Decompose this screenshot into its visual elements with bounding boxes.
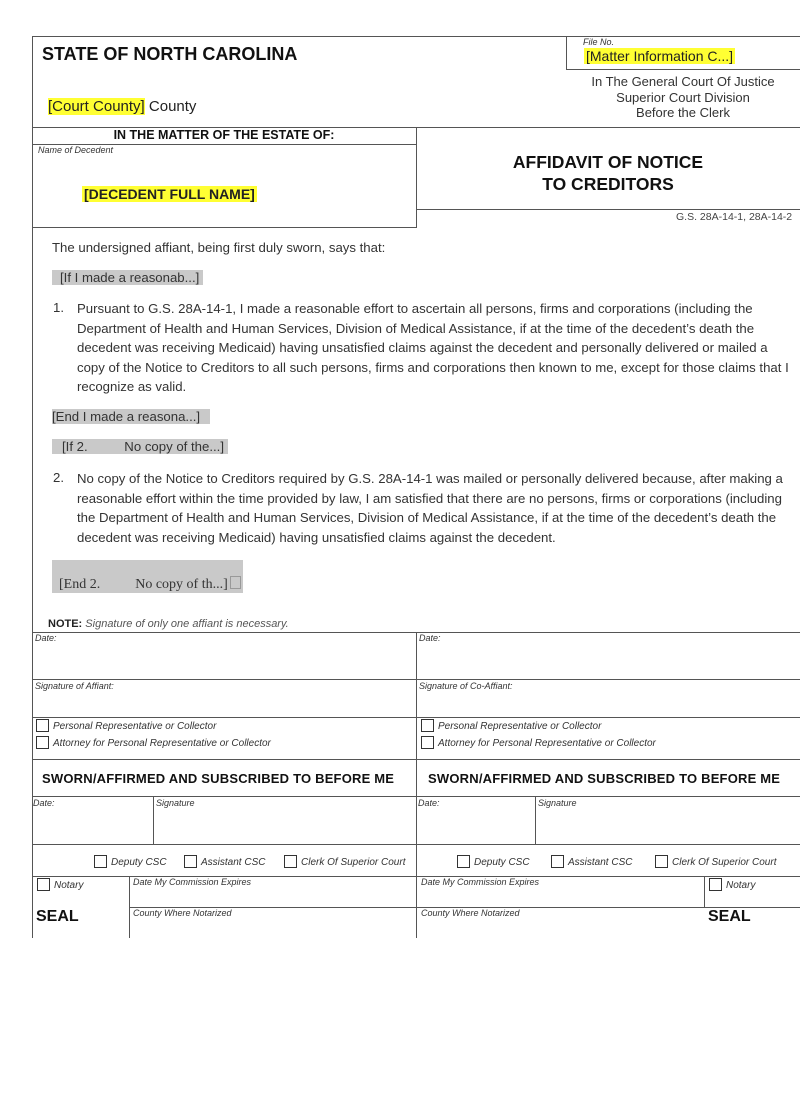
left-assistant-csc[interactable] (184, 856, 265, 869)
affiant-personal-rep-label: Personal Representative or Collector (53, 721, 217, 733)
left-clerk-checkbox[interactable] (284, 855, 297, 868)
right-commission-label: Date My Commission Expires (421, 877, 540, 887)
note-text: Signature of only one affiant is necessary. (85, 618, 289, 630)
left-assistant-csc-checkbox[interactable] (184, 855, 197, 868)
right-deputy-csc[interactable] (457, 856, 530, 869)
decedent-name-label: Name of Decedent (38, 145, 114, 155)
sworn-heading-left: SWORN/AFFIRMED AND SUBSCRIBED TO BEFORE ME (42, 771, 395, 786)
left-deputy-csc[interactable] (94, 856, 167, 869)
county-suffix: County (148, 98, 197, 115)
coaffiant-attorney-checkbox[interactable] (421, 736, 434, 749)
sworn-date-label-left: Date: (33, 798, 55, 808)
court-line-3: Before the Clerk (636, 105, 730, 120)
left-assistant-csc-label: Assistant CSC (201, 857, 266, 869)
statute-ref: G.S. 28A-14-1, 28A-14-2 (676, 211, 793, 223)
affiant-attorney-checkbox[interactable] (36, 736, 49, 749)
condition-1-start[interactable]: [If I made a reasonab...] (52, 270, 203, 285)
left-notary-checkbox[interactable] (37, 878, 50, 891)
left-county-label: County Where Notarized (133, 908, 232, 918)
right-notary[interactable] (709, 879, 755, 892)
condition-1-end[interactable]: [End I made a reasona...] (52, 409, 210, 424)
affiant-option-attorney[interactable] (36, 737, 271, 750)
coaffiant-personal-rep-label: Personal Representative or Collector (438, 721, 602, 733)
note-label: NOTE: (48, 618, 83, 630)
right-notary-checkbox[interactable] (709, 878, 722, 891)
court-info (566, 74, 800, 121)
condition-2-start[interactable]: [If 2. No copy of the...] (52, 439, 228, 454)
item-1-text: Pursuant to G.S. 28A-14-1, I made a reasonable effort to ascertain all persons, firms and corporations (including the Department of Health and Human Services, Division of Medical Assistance, if at the time of the decedent’s death the decedent was receiving Medicaid) having unsatisfied claims against the decedent and personally delivered or mailed a copy of the Notice to Creditors to all such persons, firms and corporations then known to me, except for those claims that I recognize as valid. (77, 301, 789, 395)
affiant-signature-label: Signature of Affiant: (35, 681, 114, 691)
left-clerk[interactable] (284, 856, 405, 869)
coaffiant-date-field[interactable] (417, 645, 799, 678)
affiant-option-personal-rep[interactable] (36, 720, 216, 733)
right-clerk[interactable] (655, 856, 776, 869)
right-clerk-label: Clerk Of Superior Court (672, 857, 777, 869)
right-clerk-checkbox[interactable] (655, 855, 668, 868)
sworn-heading-right: SWORN/AFFIRMED AND SUBSCRIBED TO BEFORE ME (428, 771, 781, 786)
file-no-field[interactable]: [Matter Information C...] (586, 48, 734, 64)
affiant-attorney-label: Attorney for Personal Representative or Collector (53, 738, 271, 750)
note (48, 618, 289, 630)
left-deputy-csc-checkbox[interactable] (94, 855, 107, 868)
left-notary-label: Notary (54, 880, 84, 892)
county-line (48, 98, 196, 115)
sworn-signature-label-left: Signature (156, 798, 195, 808)
affiant-date-label: Date: (35, 633, 57, 643)
right-notary-label: Notary (726, 880, 756, 892)
court-line-2: Superior Court Division (616, 89, 750, 105)
decedent-name-field[interactable]: [DECEDENT FULL NAME] (84, 186, 255, 202)
sworn-date-label-right: Date: (418, 798, 440, 808)
affiant-date-field[interactable] (33, 645, 415, 678)
coaffiant-option-personal-rep[interactable] (421, 720, 601, 733)
file-no-label: File No. (583, 37, 615, 47)
state-title: STATE OF NORTH CAROLINA (42, 44, 298, 64)
left-deputy-csc-label: Deputy CSC (111, 857, 167, 869)
condition-2-end[interactable] (52, 560, 243, 593)
left-notary[interactable] (37, 879, 83, 892)
coaffiant-personal-rep-checkbox[interactable] (421, 719, 434, 732)
condition-2-end-text: [End 2. No copy of th...] (59, 577, 228, 592)
right-assistant-csc-label: Assistant CSC (568, 857, 633, 869)
item-2-text: No copy of the Notice to Creditors required by G.S. 28A-14-1 was mailed or personally delivered because, after making a reasonable effort within the time provided by law, I am satisfied that there are no persons, firms or corporations (including the Department of Health and Human Services, Division of Medical Assistance, if at the time of the decedent’s death the decedent was receiving Medicaid) having unsatisfied claims against the decedent. (77, 471, 783, 545)
coaffiant-signature-field[interactable] (417, 693, 799, 716)
seal-left: SEAL (36, 908, 79, 925)
item-2-number: 2. (53, 470, 64, 485)
form-title-line-2: TO CREDITORS (542, 174, 674, 194)
intro-text: The undersigned affiant, being first duly sworn, says that: (52, 240, 386, 255)
affiant-personal-rep-checkbox[interactable] (36, 719, 49, 732)
right-county-label: County Where Notarized (421, 908, 520, 918)
coaffiant-attorney-label: Attorney for Personal Representative or Collector (438, 738, 656, 750)
field-end-marker-icon (230, 576, 241, 589)
right-assistant-csc-checkbox[interactable] (551, 855, 564, 868)
right-deputy-csc-label: Deputy CSC (474, 857, 530, 869)
form-title (416, 151, 800, 195)
sworn-signature-label-right: Signature (538, 798, 577, 808)
seal-right: SEAL (708, 908, 751, 925)
county-field[interactable]: [Court County] (48, 98, 145, 115)
item-1-number: 1. (53, 300, 64, 315)
court-line-1: In The General Court Of Justice (591, 74, 775, 89)
left-commission-label: Date My Commission Expires (133, 877, 252, 887)
estate-heading: IN THE MATTER OF THE ESTATE OF: (113, 128, 335, 142)
affiant-signature-field[interactable] (33, 693, 415, 716)
right-assistant-csc[interactable] (551, 856, 632, 869)
left-clerk-label: Clerk Of Superior Court (301, 857, 406, 869)
right-deputy-csc-checkbox[interactable] (457, 855, 470, 868)
coaffiant-signature-label: Signature of Co-Affiant: (419, 681, 513, 691)
coaffiant-option-attorney[interactable] (421, 737, 656, 750)
form-title-line-1: AFFIDAVIT OF NOTICE (512, 152, 704, 172)
coaffiant-date-label: Date: (419, 633, 441, 643)
